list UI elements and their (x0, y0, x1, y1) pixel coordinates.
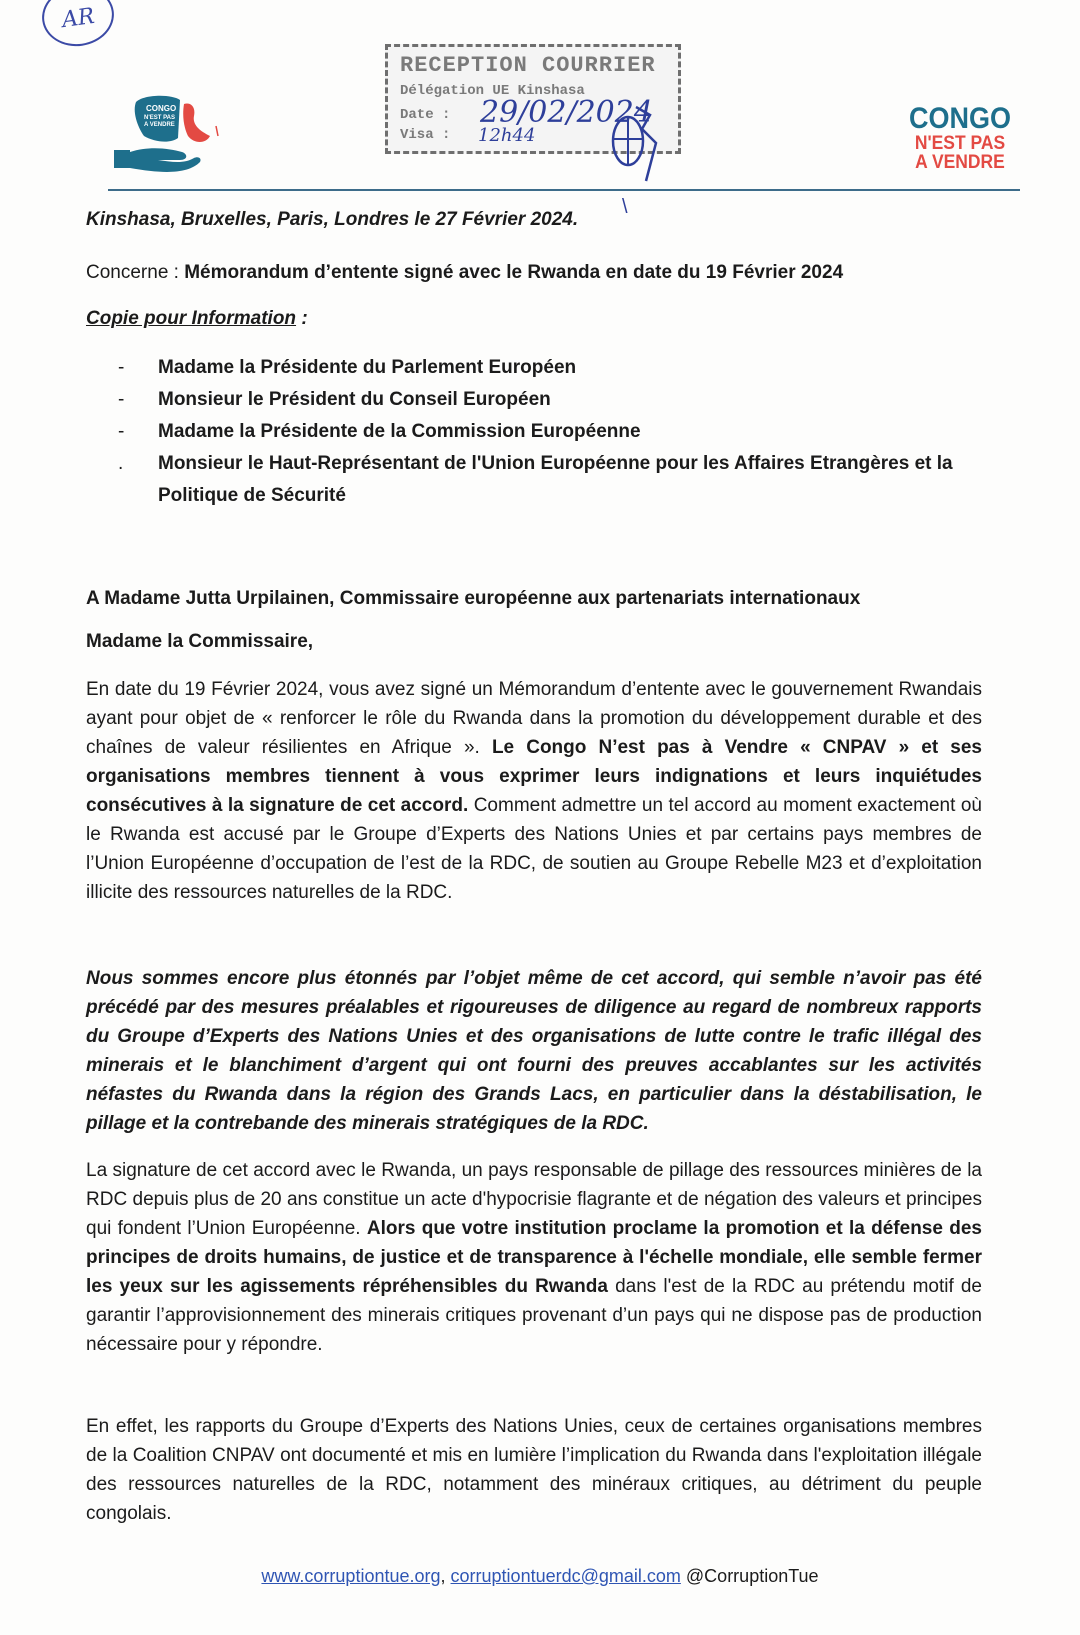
pen-mark: \ (622, 196, 628, 218)
signature-scribble (606, 105, 666, 183)
header-divider (108, 189, 1020, 191)
handwritten-date: 29/02/2024 (480, 95, 653, 130)
list-item: - Madame la Présidente de la Commission Européenne (118, 421, 641, 442)
social-handle: @CorruptionTue (680, 1566, 819, 1586)
svg-text:N'EST PAS: N'EST PAS (144, 115, 175, 121)
recipient-list (118, 352, 988, 512)
recipient-text: Monsieur le Président du Conseil Européen (158, 389, 551, 410)
footer-separator: , (440, 1566, 451, 1586)
p3-emphasis: Alors que votre institution proclame la promotion et la défense des principes de droits humains, de justice et de transparence à l'échelle mondiale, elle semble fermer les yeux sur les agissements répréhensibles du Rwanda (86, 1218, 982, 1297)
dateline: Kinshasa, Bruxelles, Paris, Londres le 27 Février 2024. (86, 209, 579, 230)
paragraph-2: Nous sommes encore plus étonnés par l’objet même de cet accord, qui semble n’avoir pas été précédé par des mesures préalables et rigoureuses de diligence au regard de nombreux rapports du Groupe d’Experts des Nations Unies et des organisations de lutte contre le trafic illégal des minerais et le blanchiment d’argent qui ont fourni des preuves accablantes sur les activités néfastes du Rwanda dans la région des Grands Lacs, en particulier dans la déstabilisation, le pillage et la contrebande des minerais stratégiques de la RDC. (86, 968, 982, 1134)
subject-label: Concerne : (86, 262, 185, 283)
p1-intro: En date du 19 Février 2024, vous avez signé un Mémorandum d’entente avec le gouvernement Rwandais ayant pour objet de « renforcer le rôle du Rwanda dans la promotion du développement durable et des chaînes de valeur résilientes en Afrique ». (86, 679, 982, 758)
paragraph-3 (86, 1156, 982, 1359)
paragraph-1 (86, 675, 982, 907)
p3-intro: La signature de cet accord avec le Rwanda, un pays responsable de pillage des ressources minières de la RDC depuis plus de 20 ans constitue un acte d'hypocrisie flagrante et de négation des valeurs et principes qui fondent l’Union Européenne. (86, 1160, 982, 1239)
logo-word-a-vendre: A VENDRE (915, 152, 1005, 173)
handwritten-initials: AR (38, 0, 118, 51)
cnpav-logo-right (900, 104, 1020, 172)
svg-text:CONGO: CONGO (146, 104, 177, 113)
recipient-text: Madame la Présidente du Parlement Européen (158, 357, 577, 378)
logo-word-congo: CONGO (908, 102, 1012, 135)
list-item: - Madame la Présidente du Parlement Européen (118, 357, 577, 378)
p1-emphasis: Le Congo N’est pas à Vendre « CNPAV » et ses organisations membres tiennent à vous exprimer leurs indignations et leurs inquiétudes consécutives à la signature de cet accord. (86, 737, 982, 816)
copy-heading (86, 304, 976, 333)
paragraph-4: En effet, les rapports du Groupe d’Experts des Nations Unies, ceux de certaines organisations membres de la Coalition CNPAV ont documenté et mis en lumière l’implication du Rwanda dans l'exploitation illégale des ressources naturelles de la RDC, notamment des minéraux critiques, au détriment du peuple congolais. (86, 1416, 982, 1524)
stamp-visa-label: Visa : (400, 127, 451, 143)
list-item: - Monsieur le Président du Conseil Européen (118, 389, 551, 410)
copy-colon: : (296, 308, 308, 329)
recipient-text: Madame la Présidente de la Commission Européenne (158, 421, 641, 442)
copy-label: Copie pour Information (86, 308, 297, 329)
stamp-delegation: Délégation UE Kinshasa (400, 83, 585, 99)
p1-rest: Comment admettre un tel accord au moment exactement où le Rwanda est accusé par le Groupe d’Experts des Nations Unies et par certains pays membres de l’Union Européenne d’occupation de l’est de la RDC, de soutien au Groupe Rebelle M23 et d’exploitation illicite des ressources naturelles de la RDC. (86, 795, 982, 903)
stamp-date-label: Date : (400, 107, 451, 123)
website-link[interactable]: www.corruptiontue.org (261, 1566, 441, 1586)
svg-text:A VENDRE: A VENDRE (144, 122, 175, 128)
list-item: . Monsieur le Haut-Représentant de l'Union Européenne pour les Affaires Etrangères et la Politique de Sécurité (118, 453, 953, 506)
footer-contact (0, 1566, 1080, 1587)
cnpav-logo-left (114, 92, 244, 182)
recipient-text: Monsieur le Haut-Représentant de l'Union Européenne pour les Affaires Etrangères et la Politique de Sécurité (158, 453, 953, 506)
p3-rest: dans l'est de la RDC au prétendu motif de garantir l’approvisionnement des minerais critiques provenant d’un pays qui ne dispose pas de production nécessaire pour y répondre. (86, 1276, 983, 1355)
reception-stamp (385, 44, 681, 154)
subject-line (86, 258, 976, 287)
logo-word-nest-pas: N'EST PAS (914, 133, 1006, 154)
addressee: A Madame Jutta Urpilainen, Commissaire européenne aux partenariats internationaux (86, 588, 861, 609)
email-link[interactable]: corruptiontuerdc@gmail.com (450, 1566, 681, 1586)
handwritten-visa: 12h44 (478, 125, 536, 146)
stamp-title: RECEPTION COURRIER (400, 53, 656, 78)
salutation: Madame la Commissaire, (86, 631, 314, 652)
subject-text: Mémorandum d’entente signé avec le Rwanda en date du 19 Février 2024 (184, 262, 844, 283)
